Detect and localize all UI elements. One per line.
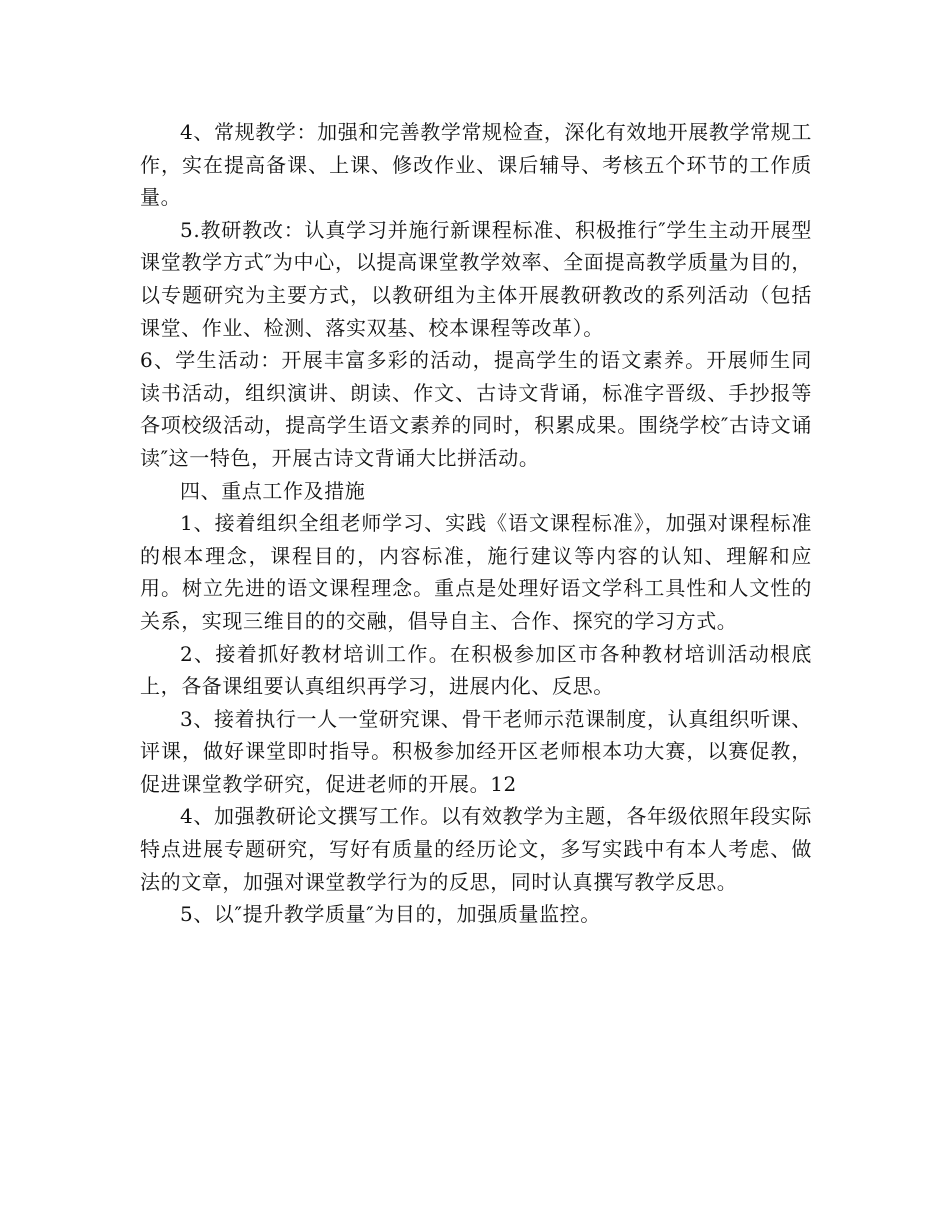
paragraph-quality-monitoring: 5、以″提升教学质量″为目的，加强质量监控。 (180, 902, 601, 927)
paragraph-textbook-training: 2、接着抓好教材培训工作。在积极参加区市各种教材培训活动根底上，各备课组要认真组织再学习，进展内化、反思。 (140, 641, 812, 699)
section-heading-key-work: 四、重点工作及措施 (180, 478, 366, 503)
paragraph-research-papers: 4、加强教研论文撰写工作。以有效教学为主题，各年级依照年段实际特点进展专题研究，写好有质量的经历论文，多写实践中有本人考虑、做法的文章，加强对课堂教学行为的反思，同时认真撰写教学反思。 (140, 804, 812, 894)
paragraph-research-lessons: 3、接着执行一人一堂研究课、骨干老师示范课制度，认真组织听课、评课，做好课堂即时指导。积极参加经开区老师根本功大赛，以赛促教，促进课堂教学研究，促进老师的开展。12 (140, 706, 812, 796)
paragraph-student-activities: 6、学生活动：开展丰富多彩的活动，提高学生的语文素养。开展师生同读书活动，组织演讲、朗读、作文、古诗文背诵，标准字晋级、手抄报等各项校级活动，提高学生语文素养的同时，积累成果。围绕学校″古诗文诵读″这一特色，开展古诗文背诵大比拼活动。 (140, 348, 812, 470)
document-body (140, 116, 812, 931)
paragraph-curriculum-standards: 1、接着组织全组老师学习、实践《语文课程标准》，加强对课程标准的根本理念，课程目的，内容标准，施行建议等内容的认知、理解和应用。树立先进的语文课程理念。重点是处理好语文学科工具性和人文性的关系，实现三维目的的交融，倡导自主、合作、探究的学习方式。 (140, 511, 812, 633)
paragraph-teaching-research: 5.教研教改：认真学习并施行新课程标准、积极推行″学生主动开展型课堂教学方式″为中心，以提高课堂教学效率、全面提高教学质量为目的，以专题研究为主要方式，以教研组为主体开展教研教改的系列活动（包括课堂、作业、检测、落实双基、校本课程等改革）。 (140, 217, 812, 340)
paragraph-routine-teaching: 4、常规教学：加强和完善教学常规检查，深化有效地开展教学常规工作，实在提高备课、上课、修改作业、课后辅导、考核五个环节的工作质量。 (140, 120, 812, 210)
